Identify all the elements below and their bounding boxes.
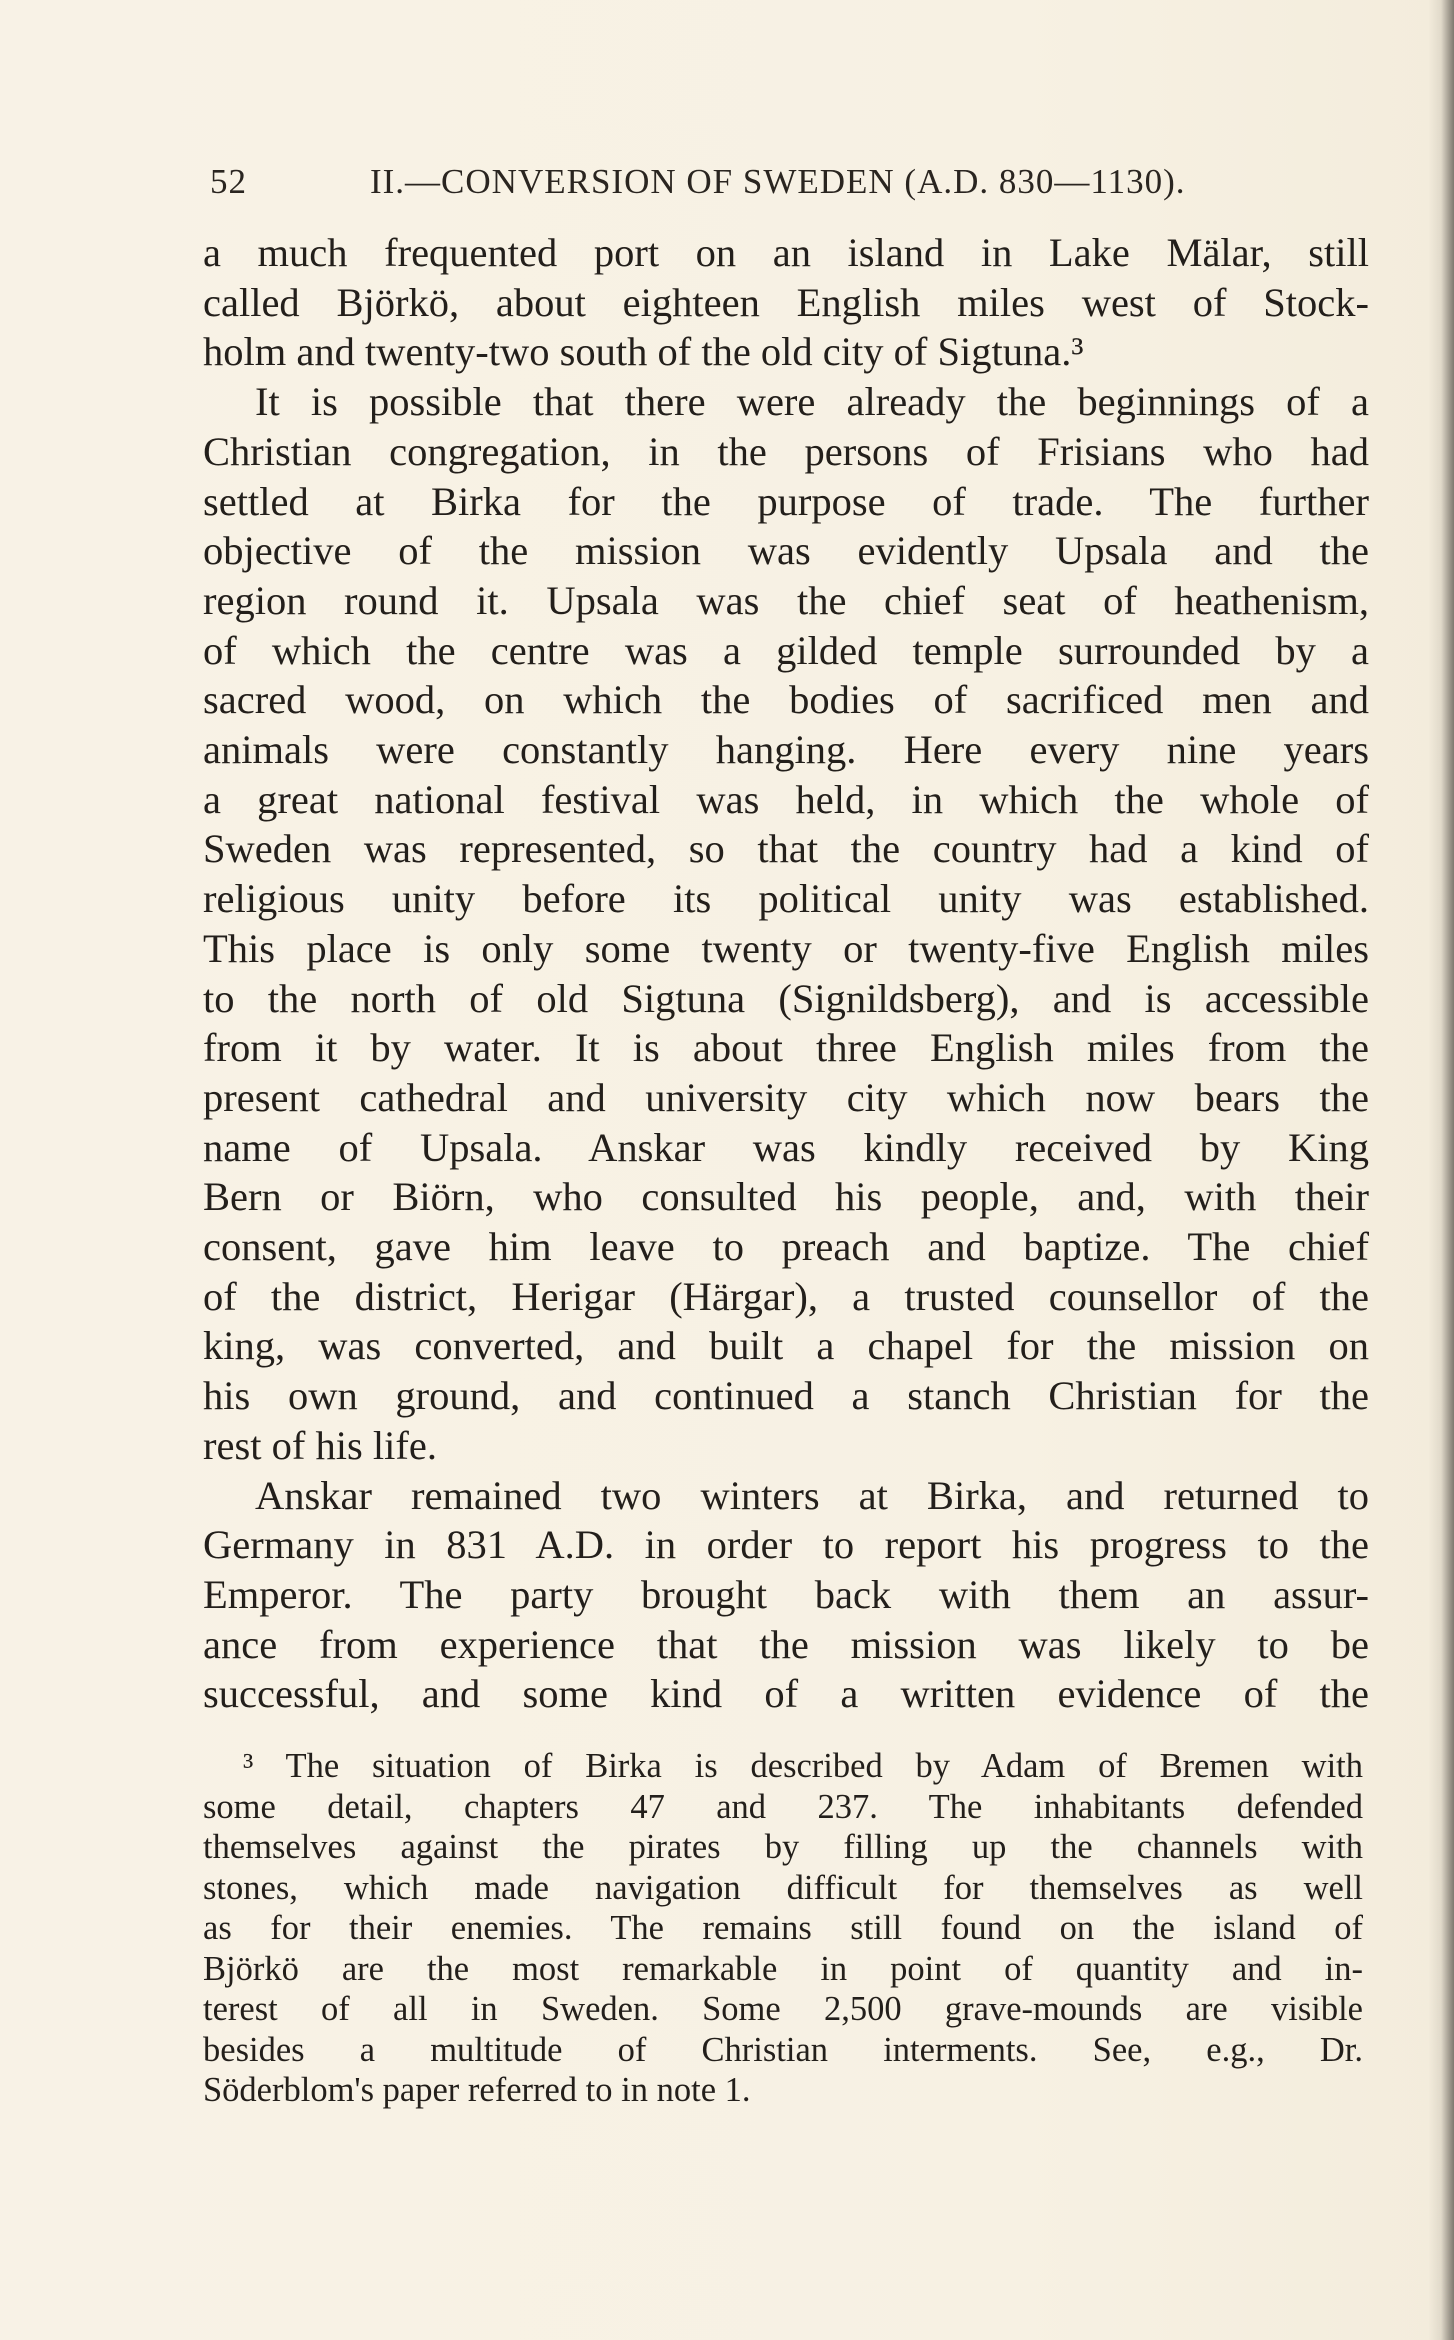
text-line: Anskar remained two winters at Birka, and returned to — [255, 1472, 1369, 1518]
footnote-3 — [203, 1746, 1363, 2111]
text-line: from it by water. It is about three English miles from the — [203, 1025, 1369, 1071]
text-line: region round it. Upsala was the chief seat of heathenism, — [203, 577, 1369, 623]
paragraph-3 — [203, 1471, 1369, 1720]
page-edge-shadow — [1428, 0, 1454, 2340]
text-line: Christian congregation, in the persons of Frisians who had — [203, 428, 1369, 474]
footnote-line: stones, which made navigation difficult for themselves as well — [203, 1868, 1363, 1907]
text-line: of which the centre was a gilded temple surrounded by a — [203, 627, 1369, 673]
footnote-line: as for their enemies. The remains still found on the island of — [203, 1909, 1363, 1947]
text-line: king, was converted, and built a chapel for the mission on — [203, 1323, 1369, 1369]
text-line: It is possible that there were already the beginnings of a — [255, 379, 1369, 425]
text-line: settled at Birka for the purpose of trade. The further — [203, 478, 1369, 524]
text-line: called Björkö, about eighteen English miles west of Stock- — [203, 279, 1369, 325]
text-line: rest of his life. — [203, 1422, 437, 1468]
body-text — [203, 228, 1369, 1719]
footnote-line: ³ The situation of Birka is described by Adam of Bremen with — [243, 1747, 1363, 1785]
text-line: name of Upsala. Anskar was kindly received by King — [203, 1124, 1369, 1170]
text-line: holm and twenty-two south of the old city of Sigtuna.³ — [203, 329, 1084, 375]
text-line: animals were constantly hanging. Here every nine years — [203, 727, 1369, 773]
text-line: ance from experience that the mission was likely to be — [203, 1621, 1369, 1667]
text-line: Sweden was represented, so that the country had a kind of — [203, 826, 1369, 872]
text-line: sacred wood, on which the bodies of sacrificed men and — [203, 677, 1369, 723]
text-line: consent, gave him leave to preach and baptize. The chief — [203, 1224, 1369, 1270]
footnote-line: some detail, chapters 47 and 237. The inhabitants defended — [203, 1787, 1363, 1826]
text-line: present cathedral and university city which now bears the — [203, 1074, 1369, 1120]
text-line: a much frequented port on an island in Lake Mälar, still — [203, 230, 1369, 275]
running-header — [210, 162, 1230, 212]
text-line: Germany in 831 A.D. in order to report his progress to the — [203, 1522, 1369, 1568]
page-number: 52 — [210, 162, 247, 201]
text-line: a great national festival was held, in which the whole of — [203, 776, 1369, 822]
text-line: religious unity before its political unity was established. — [203, 876, 1369, 922]
footnote-line: terest of all in Sweden. Some 2,500 grave-mounds are visible — [203, 1990, 1363, 2028]
running-title: II.—CONVERSION OF SWEDEN (A.D. 830—1130). — [370, 162, 1186, 201]
text-line: of the district, Herigar (Härgar), a trusted counsellor of the — [203, 1273, 1369, 1319]
text-line: objective of the mission was evidently Upsala and the — [203, 528, 1369, 574]
footnote-line: Björkö are the most remarkable in point of quantity and in- — [203, 1949, 1363, 1988]
text-line: to the north of old Sigtuna (Signildsberg), and is accessible — [203, 975, 1369, 1021]
text-line: Emperor. The party brought back with them an assur- — [203, 1571, 1369, 1617]
text-line: successful, and some kind of a written evidence of the — [203, 1671, 1369, 1717]
paragraph-1 — [203, 228, 1369, 377]
footnote-line: Söderblom's paper referred to in note 1. — [203, 2071, 751, 2109]
footnote-line: besides a multitude of Christian interments. See, e.g., Dr. — [203, 2030, 1363, 2069]
text-line: his own ground, and continued a stanch Christian for the — [203, 1373, 1369, 1419]
paragraph-2 — [203, 377, 1369, 1470]
text-line: Bern or Biörn, who consulted his people, and, with their — [203, 1174, 1369, 1220]
footnote-line: themselves against the pirates by filling up the channels with — [203, 1828, 1363, 1866]
text-line: This place is only some twenty or twenty-five English miles — [203, 925, 1369, 971]
